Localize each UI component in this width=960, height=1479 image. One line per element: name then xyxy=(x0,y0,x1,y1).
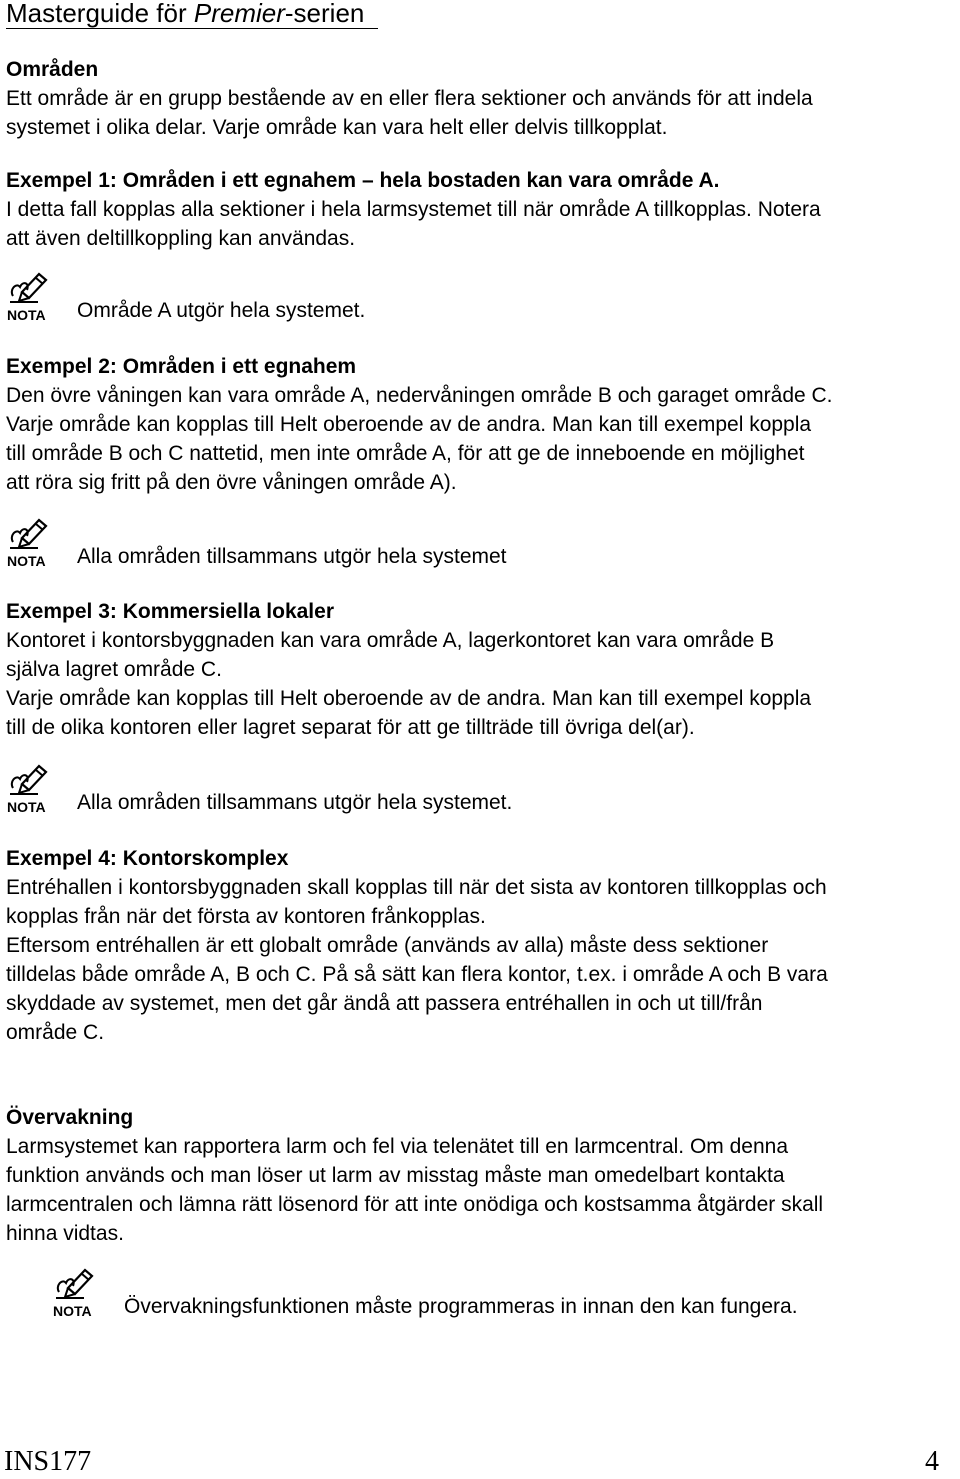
section-example-3 xyxy=(6,597,956,742)
body-line: att röra sig fritt på den övre våningen område A). xyxy=(6,471,457,494)
body-line: larmcentralen och lämna rätt lösenord för att inte onödiga och kostsamma åtgärder skall xyxy=(6,1193,824,1216)
body-line: Eftersom entréhallen är ett globalt område (används av alla) måste dess sektioner xyxy=(6,934,769,957)
section-heading: Områden xyxy=(6,58,99,81)
body-line: hinna vidtas. xyxy=(6,1222,124,1245)
body-line: Ett område är en grupp bestående av en eller flera sektioner och används för att indela xyxy=(6,87,813,110)
note-text: Övervakningsfunktionen måste programmeras in innan den kan fungera. xyxy=(124,1295,798,1318)
section-heading: Exempel 3: Kommersiella lokaler xyxy=(6,600,334,623)
page-title-series: Premier xyxy=(193,0,285,28)
body-line: systemet i olika delar. Varje område kan vara helt eller delvis tillkopplat. xyxy=(6,116,668,139)
nota-pen-icon xyxy=(6,270,52,324)
section-heading: Exempel 1: Områden i ett egnahem – hela bostaden kan vara område A. xyxy=(6,169,720,192)
page-title xyxy=(6,0,378,29)
section-heading: Exempel 2: Områden i ett egnahem xyxy=(6,355,357,378)
section-heading: Övervakning xyxy=(6,1106,134,1129)
body-line: att även deltillkoppling kan användas. xyxy=(6,227,356,250)
note-text: Område A utgör hela systemet. xyxy=(77,299,366,322)
body-line: till område B och C nattetid, men inte område A, för att ge de inneboende en möjlighet xyxy=(6,442,805,465)
body-line: kopplas från när det första av kontoren frånkopplas. xyxy=(6,905,486,928)
section-heading: Exempel 4: Kontorskomplex xyxy=(6,847,289,870)
page-title-suffix: -serien xyxy=(284,0,365,28)
nota-label: NOTA xyxy=(53,1303,92,1319)
nota-pen-icon xyxy=(6,762,52,816)
nota-pen-icon xyxy=(52,1266,98,1320)
body-line: Larmsystemet kan rapportera larm och fel via telenätet till en larmcentral. Om denna xyxy=(6,1135,789,1158)
section-example-2 xyxy=(6,352,956,497)
body-line: till de olika kontoren eller lagret separat för att ge tillträde till övriga del(ar). xyxy=(6,716,695,739)
body-line: själva lagret område C. xyxy=(6,658,222,681)
body-line: tilldelas både område A, B och C. På så sätt kan flera kontor, t.ex. i område A och B vara xyxy=(6,963,828,986)
body-line: funktion används och man löser ut larm av misstag måste man omedelbart kontakta xyxy=(6,1164,785,1187)
body-line: Kontoret i kontorsbyggnaden kan vara område A, lagerkontoret kan vara område B xyxy=(6,629,775,652)
section-overvakning xyxy=(6,1103,956,1248)
body-line: Varje område kan kopplas till Helt oberoende av de andra. Man kan till exempel koppla xyxy=(6,687,812,710)
nota-pen-icon xyxy=(6,516,52,570)
body-line: Den övre våningen kan vara område A, nedervåningen område B och garaget område C. xyxy=(6,384,833,407)
section-omraden xyxy=(6,55,956,142)
nota-label: NOTA xyxy=(7,307,46,323)
body-line: Entréhallen i kontorsbyggnaden skall kopplas till när det sista av kontoren tillkopplas och xyxy=(6,876,827,899)
section-example-1 xyxy=(6,166,956,253)
footer-doc-code: INS177 xyxy=(4,1446,92,1477)
body-line: Varje område kan kopplas till Helt oberoende av de andra. Man kan till exempel koppla xyxy=(6,413,812,436)
body-line: område C. xyxy=(6,1021,105,1044)
nota-label: NOTA xyxy=(7,553,46,569)
body-line: I detta fall kopplas alla sektioner i hela larmsystemet till när område A tillkopplas. Notera xyxy=(6,198,821,221)
note-text: Alla områden tillsammans utgör hela systemet. xyxy=(77,791,513,814)
note-text: Alla områden tillsammans utgör hela systemet xyxy=(77,545,507,568)
footer-page-number: 4 xyxy=(925,1446,939,1477)
section-example-4 xyxy=(6,844,956,1047)
nota-label: NOTA xyxy=(7,799,46,815)
body-line: skyddade av systemet, men det går ändå att passera entréhallen in och ut till/från xyxy=(6,992,763,1015)
page-title-prefix: Masterguide för xyxy=(6,0,194,28)
